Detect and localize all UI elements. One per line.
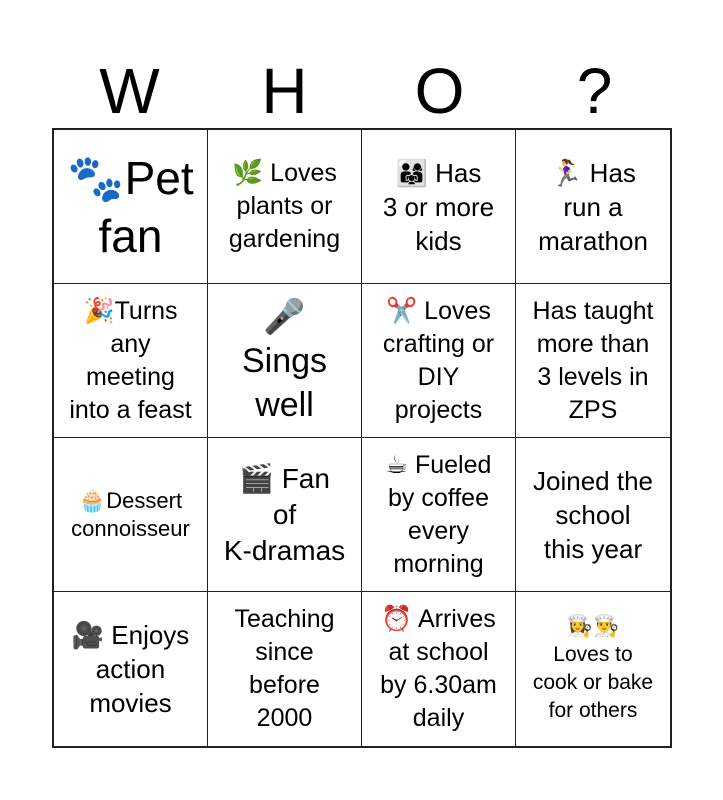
bingo-cell-r3-c3[interactable] [362,438,516,592]
bingo-cell-text: 🧁Dessert connoisseur [71,487,190,541]
bingo-cell-text: 🌿 Loves plants or gardening [228,159,341,253]
bingo-cell-text: 👨‍👩‍👧 Has 3 or more kids [382,157,495,256]
bingo-cell-r1-c1[interactable] [54,130,208,284]
bingo-cell-text: 🏃‍♀️ Has run a marathon [538,157,648,256]
bingo-title [52,55,672,127]
bingo-cell-text: 🎤 Sings well [241,297,328,424]
bingo-cell-r3-c4[interactable] [516,438,670,592]
bingo-cell-text: ✂️ Loves crafting or DIY projects [382,296,495,424]
bingo-cell-text: Has taught more than 3 levels in ZPS [532,296,654,424]
bingo-cell-r2-c1[interactable] [54,284,208,438]
title-letter-h: H [261,55,308,127]
bingo-cell-text: 🐾Pet fan [67,151,194,262]
bingo-cell-text: 👩‍🍳👨‍🍳 Loves to cook or bake for others [532,615,654,722]
bingo-cell-text: Joined the school this year [533,465,653,564]
bingo-cell-text: Teaching since before 2000 [234,605,335,732]
bingo-cell-r4-c3[interactable] [362,592,516,746]
bingo-cell-text: ☕ Fueled by coffee every morning [385,450,492,578]
bingo-cell-text: 🎥 Enjoys action movies [71,620,190,718]
title-letter-w: W [99,55,160,127]
bingo-cell-r2-c4[interactable] [516,284,670,438]
bingo-cell-text: 🎬 Fan of K-dramas [223,462,346,566]
bingo-cell-r2-c2[interactable] [208,284,362,438]
bingo-cell-r3-c2[interactable] [208,438,362,592]
bingo-cell-r4-c4[interactable] [516,592,670,746]
title-letter-o: O [414,55,465,127]
bingo-board [52,128,672,748]
bingo-cell-r2-c3[interactable] [362,284,516,438]
title-letter-question: ? [576,55,613,127]
bingo-cell-text: ⏰ Arrives at school by 6.30am daily [380,605,497,732]
bingo-cell-r1-c3[interactable] [362,130,516,284]
bingo-cell-text: 🎉Turns any meeting into a feast [69,296,192,424]
bingo-cell-r1-c4[interactable] [516,130,670,284]
bingo-cell-r3-c1[interactable] [54,438,208,592]
bingo-cell-r4-c1[interactable] [54,592,208,746]
bingo-cell-r1-c2[interactable] [208,130,362,284]
bingo-cell-r4-c2[interactable] [208,592,362,746]
